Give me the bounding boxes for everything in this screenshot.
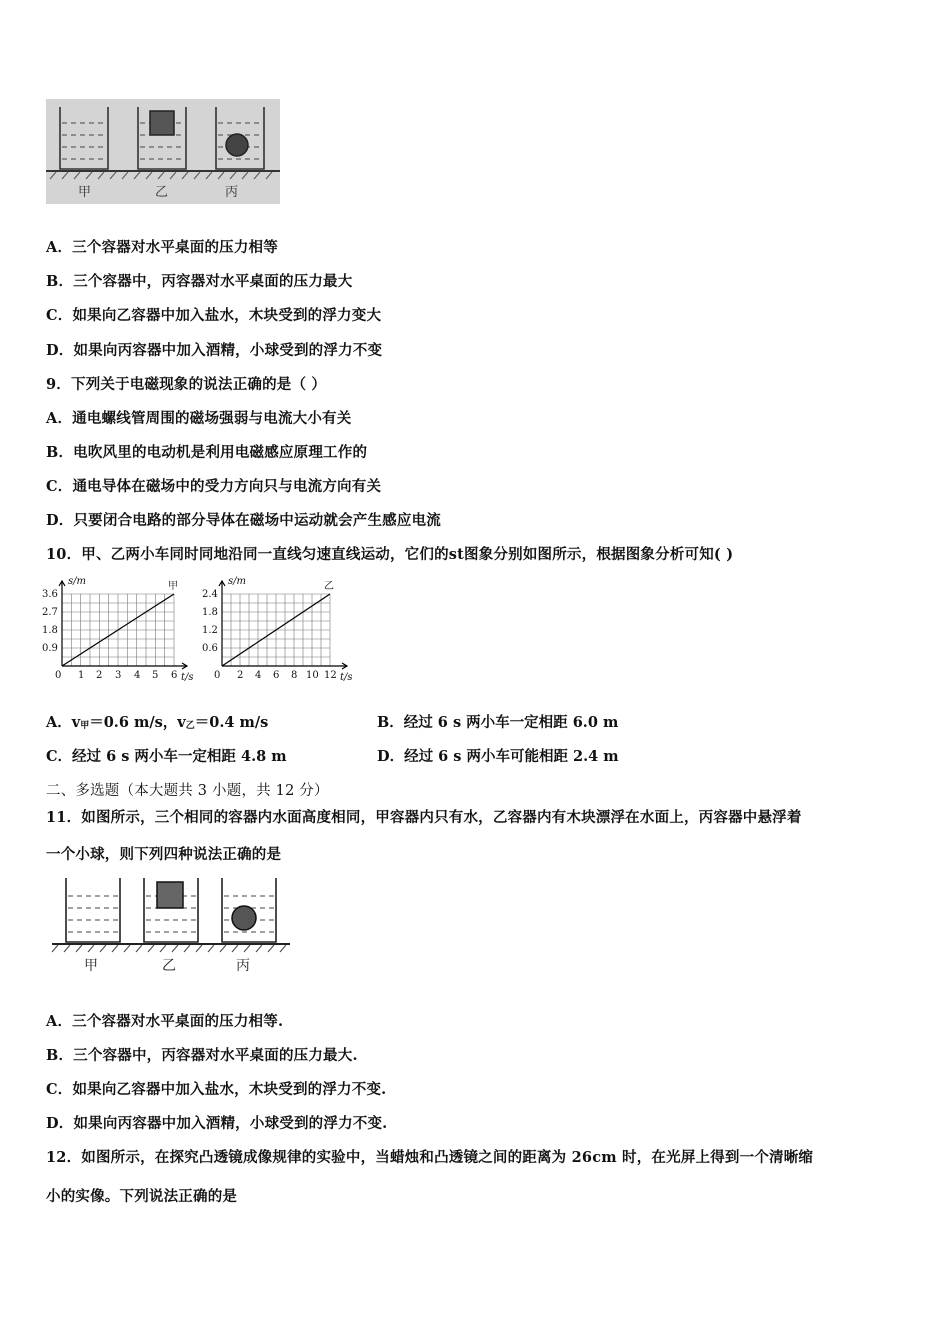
ytick-jia: 3.6 [42,589,58,600]
ytick-jia: 1.8 [42,625,58,636]
containers-figure-q11 [46,874,296,976]
label-jia: 甲 [78,185,92,200]
xtick-jia: 5 [152,670,159,681]
xtick-yi: 10 [306,670,319,681]
q12-stem-line2: 小的实像。下列说法正确的是 [46,1188,238,1205]
st-graph-jia [40,576,200,684]
xtick-jia: 1 [78,670,85,681]
containers-figure-top [46,99,280,204]
q11-option-a: A．三个容器对水平桌面的压力相等. [46,1013,284,1030]
wood-block [157,882,183,908]
st-graph-yi [200,576,360,684]
q10-stem: 10．甲、乙两小车同时同地沿同一直线匀速直线运动，它们的st图象分别如图所示，根据图象分析可知( ) [46,546,734,563]
xtick-yi: 8 [291,670,298,681]
q10-option-a: A．v甲＝0.6 m/s，v乙＝0.4 m/s [46,714,269,731]
label-yi: 乙 [162,958,176,974]
q9-option-b: B．电吹风里的电动机是利用电磁感应原理工作的 [46,444,368,461]
xtick-yi: 2 [237,670,244,681]
q9-option-c: C．通电导体在磁场中的受力方向只与电流方向有关 [46,478,382,495]
q11-option-d: D．如果向丙容器中加入酒精，小球受到的浮力不变. [46,1115,388,1132]
q8-option-a: A．三个容器对水平桌面的压力相等 [46,239,278,256]
xlabel-jia: t/s [181,672,194,683]
q11-option-c: C．如果向乙容器中加入盐水，木块受到的浮力不变. [46,1081,387,1098]
q10-option-b: B．经过 6 s 两小车一定相距 6.0 m [377,714,619,731]
ytick-yi: 2.4 [202,589,218,600]
q9-stem: 9．下列关于电磁现象的说法正确的是（ ） [46,376,327,393]
wood-block [150,111,174,135]
xtick-jia: 6 [171,670,178,681]
q12-stem-line1: 12．如图所示，在探究凸透镜成像规律的实验中，当蜡烛和凸透镜之间的距离为 26cm 时，在光屏上得到一个清晰缩 [46,1149,814,1166]
xtick-jia: 4 [134,670,141,681]
xtick-yi: 0 [214,670,221,681]
q8-option-b: B．三个容器中，丙容器对水平桌面的压力最大 [46,273,353,290]
q11-stem-line2: 一个小球，则下列四种说法正确的是 [46,846,282,863]
q8-option-d: D．如果向丙容器中加入酒精，小球受到的浮力不变 [46,342,383,359]
xtick-jia: 0 [55,670,62,681]
xtick-jia: 2 [96,670,103,681]
ball [226,134,248,156]
xtick-yi: 12 [324,670,337,681]
ylabel-yi: s/m [228,576,246,587]
q9-option-a: A．通电螺线管周围的磁场强弱与电流大小有关 [46,410,352,427]
ytick-jia: 0.9 [42,643,58,654]
xtick-yi: 4 [255,670,262,681]
q10-option-d: D．经过 6 s 两小车可能相距 2.4 m [377,748,619,765]
label-bing: 丙 [236,958,250,974]
label-yi: 乙 [155,185,169,200]
ytick-yi: 1.2 [202,625,218,636]
label-bing: 丙 [225,185,239,200]
xtick-jia: 3 [115,670,122,681]
label-jia: 甲 [84,958,98,974]
q9-option-d: D．只要闭合电路的部分导体在磁场中运动就会产生感应电流 [46,512,441,529]
ball [232,906,256,930]
ylabel-jia: s/m [68,576,86,587]
xlabel-yi: t/s [340,672,353,683]
ytick-jia: 2.7 [42,607,58,618]
q8-option-c: C．如果向乙容器中加入盐水，木块受到的浮力变大 [46,307,382,324]
q11-option-b: B．三个容器中，丙容器对水平桌面的压力最大. [46,1047,358,1064]
series-label-jia: 甲 [168,581,178,592]
ytick-yi: 1.8 [202,607,218,618]
xtick-yi: 6 [273,670,280,681]
ytick-yi: 0.6 [202,643,218,654]
q11-stem-line1: 11．如图所示，三个相同的容器内水面高度相同，甲容器内只有水，乙容器内有木块漂浮在水面上，丙容器中悬浮着 [46,809,802,826]
series-label-yi: 乙 [324,581,334,592]
section-heading: 二、多选题（本大题共 3 小题，共 12 分） [46,783,329,799]
q10-option-c: C．经过 6 s 两小车一定相距 4.8 m [46,748,287,765]
